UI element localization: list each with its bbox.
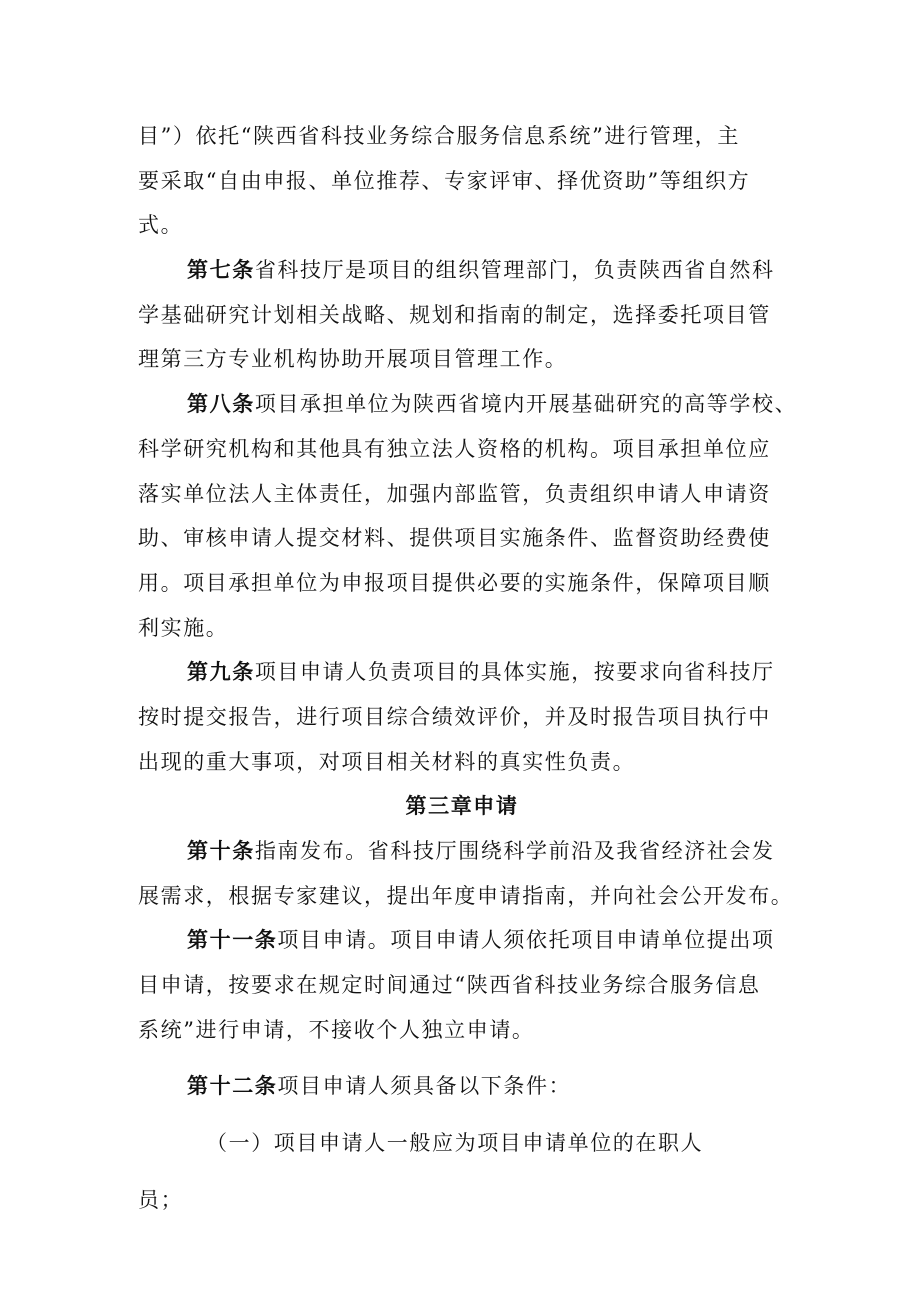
article-12-item-1: （一）项目申请人一般应为项目申请单位的在职人 [206,1131,704,1156]
article-12 [138,1064,790,1109]
article-7-number: 第七条 [187,257,255,283]
article-8-number: 第八条 [187,391,255,417]
article-11-text: 项目申请。项目申请人须依托项目申请单位提出项 [277,928,775,953]
article-9-number: 第九条 [187,659,255,685]
text-line: 学基础研究计划相关战略、规划和指南的制定，选择委托项目管 [138,302,771,327]
document-page [138,114,798,1223]
article-10-text: 指南发布。省科技厅围绕科学前沿及我省经济社会发 [254,839,775,863]
text-line: 出现的重大事项，对项目相关材料的真实性负责。 [138,749,636,774]
spacer [138,1109,790,1121]
text-line: 式。 [138,213,184,238]
article-9 [138,650,790,695]
article-8 [138,382,798,427]
text-line: 按时提交报告，进行项目综合绩效评价，并及时报告项目执行中 [138,704,771,729]
text-line: 展需求，根据专家建议，提出年度申请指南，并向社会公开发布。 [138,883,794,908]
text-line: 科学研究机构和其他具有独立法人资格的机构。项目承担单位应 [138,436,771,461]
text-line: 落实单位法人主体责任，加强内部监管，负责组织申请人申请资 [138,481,771,506]
article-10 [138,829,790,874]
text-line: 目”）依托“陕西省科技业务综合服务信息系统”进行管理，主 [138,124,741,148]
text-line: 要采取“自由申报、单位推荐、专家评审、择优资助”等组织方 [138,168,751,193]
text-line: 员； [138,1187,184,1212]
article-9-text: 项目申请人负责项目的具体实施，按要求向省科技厅 [254,660,775,685]
text-line: 助、审核申请人提交材料、提供项目实施条件、监督资助经费使 [138,526,771,551]
article-11-number: 第十一条 [187,927,278,953]
text-line: 利实施。 [138,615,229,640]
chapter-heading: 第三章申请 [405,793,519,819]
text-line: 目申请，按要求在规定时间通过“陕西省科技业务综合服务信息 [138,973,761,998]
article-11 [138,918,790,963]
article-12-number: 第十二条 [187,1073,278,1099]
spacer [138,1166,790,1178]
article-7 [138,248,790,293]
article-10-number: 第十条 [187,838,255,863]
article-7-text: 省科技厅是项目的组织管理部门，负责陕西省自然科 [254,258,775,283]
text-line: 用。项目承担单位为申报项目提供必要的实施条件，保障项目顺 [138,570,771,595]
article-8-text: 项目承担单位为陕西省境内开展基础研究的高等学校、 [254,392,798,417]
spacer [138,1052,790,1064]
article-12-text: 项目申请人须具备以下条件： [277,1074,572,1099]
text-line: 理第三方专业机构协助开展项目管理工作。 [138,347,568,372]
text-line: 系统”进行申请，不接收个人独立申请。 [138,1017,535,1042]
